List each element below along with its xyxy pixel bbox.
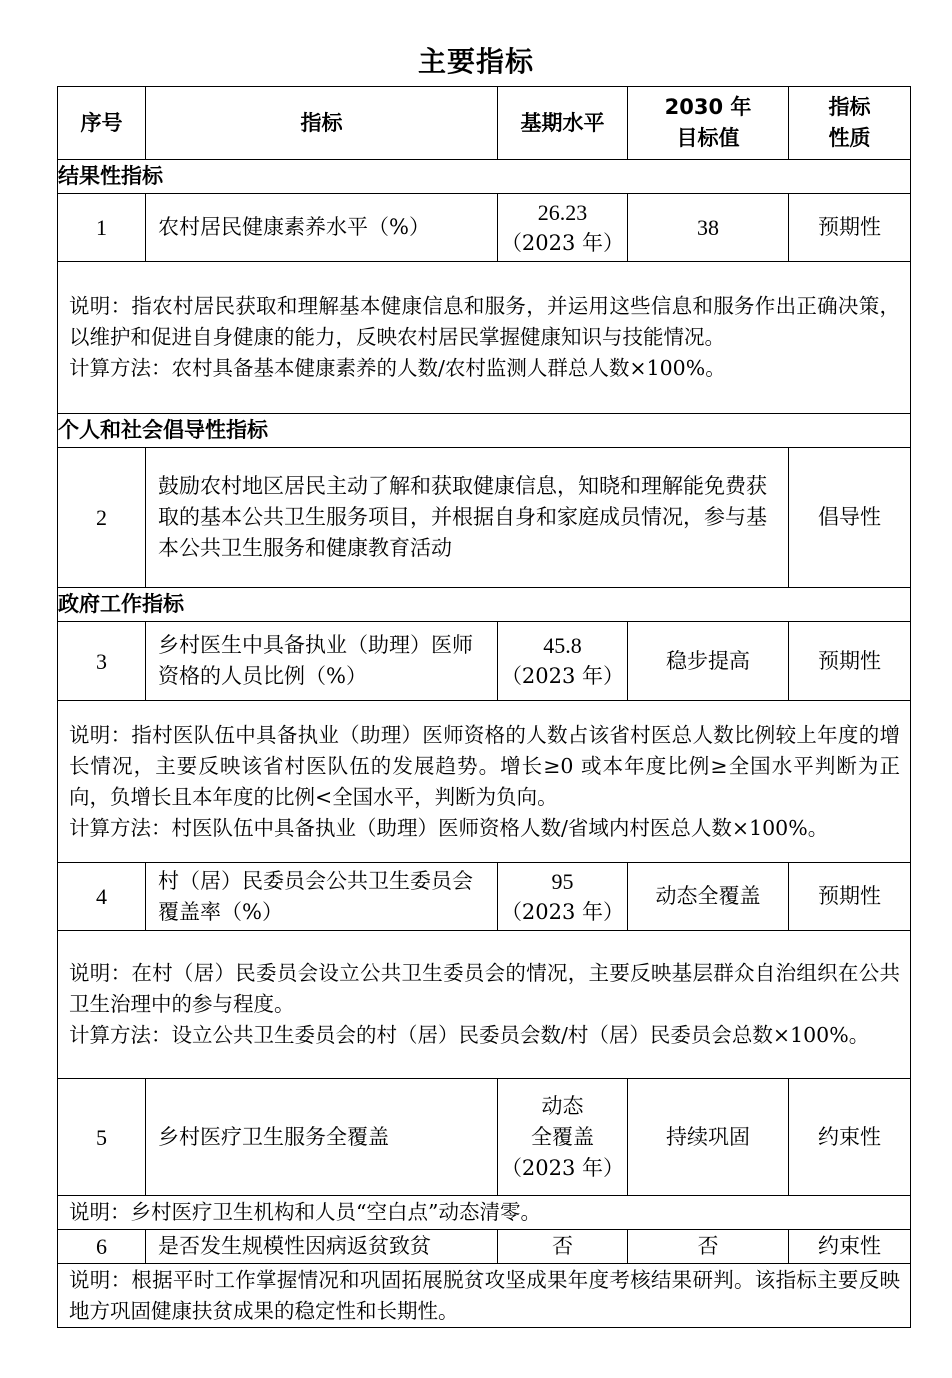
page-title: 主要指标: [417, 45, 534, 78]
note-method: 计算方法：村医队伍中具备执业（助理）医师资格人数/省域内村医总人数×100%。: [69, 815, 829, 840]
row-number: 4: [58, 863, 146, 931]
indicator-name: 乡村医疗卫生服务全覆盖: [146, 1079, 498, 1196]
header-nature-line2: 性质: [828, 126, 871, 150]
section-row: [58, 588, 911, 622]
table-header-row: [58, 87, 911, 160]
row-number: 6: [58, 1230, 146, 1264]
header-nature-line1: 指标: [828, 95, 871, 119]
indicator-name: 乡村医生中具备执业（助理）医师资格的人员比例（%）: [146, 622, 498, 701]
table-row: [58, 863, 911, 931]
indicator-nature: 倡导性: [789, 448, 911, 588]
baseline-year: （2023 年）: [500, 1155, 625, 1180]
indicator-nature: 约束性: [789, 1230, 911, 1264]
header-nature: [789, 87, 911, 160]
header-no: 序号: [58, 87, 146, 160]
indicator-name: 农村居民健康素养水平（%）: [146, 194, 498, 262]
target-value: 动态全覆盖: [628, 863, 789, 931]
baseline-year: （2023 年）: [500, 230, 625, 255]
table-row: [58, 1230, 911, 1264]
target-value: 持续巩固: [628, 1079, 789, 1196]
note-method: 计算方法：设立公共卫生委员会的村（居）民委员会数/村（居）民委员会总数×100%。: [69, 1023, 870, 1047]
indicator-note: 说明：根据平时工作掌握情况和巩固拓展脱贫攻坚成果年度考核结果研判。该指标主要反映地方巩固健康扶贫成果的稳定性和长期性。: [58, 1264, 911, 1328]
baseline-value: [498, 863, 628, 931]
baseline-value: [498, 622, 628, 701]
table-row: [58, 194, 911, 262]
table-row: [58, 448, 911, 588]
target-value: 稳步提高: [628, 622, 789, 701]
baseline-year: （2023 年）: [500, 899, 625, 924]
baseline-line1: 动态: [541, 1093, 584, 1118]
baseline-number: 95: [551, 868, 574, 894]
section-row: [58, 160, 911, 194]
indicator-note: 说明：乡村医疗卫生机构和人员“空白点”动态清零。: [58, 1196, 911, 1230]
indicator-note: [58, 701, 911, 863]
target-value: 38: [628, 194, 789, 262]
indicator-name: 鼓励农村地区居民主动了解和获取健康信息，知晓和理解能免费获取的基本公共卫生服务项目，并根据自身和家庭成员情况，参与基本公共卫生服务和健康教育活动: [146, 448, 789, 588]
header-target-line2: 目标值: [676, 126, 740, 150]
note-row: [58, 262, 911, 414]
note-row: [58, 701, 911, 863]
header-target-line1: 2030 年: [664, 95, 752, 119]
indicator-name: 村（居）民委员会公共卫生委员会覆盖率（%）: [146, 863, 498, 931]
row-number: 1: [58, 194, 146, 262]
note-row: [58, 1264, 911, 1328]
indicator-nature: 约束性: [789, 1079, 911, 1196]
baseline-line2: 全覆盖: [531, 1124, 594, 1149]
baseline-number: 45.8: [543, 633, 582, 658]
section-title-government: 政府工作指标: [58, 588, 911, 622]
note-row: [58, 1196, 911, 1230]
note-row: [58, 931, 911, 1079]
indicator-note: [58, 931, 911, 1079]
target-value: 否: [628, 1230, 789, 1264]
note-description: 说明：指农村居民获取和理解基本健康信息和服务，并运用这些信息和服务作出正确决策，以维护和促进自身健康的能力，反映农村居民掌握健康知识与技能情况。: [69, 294, 900, 349]
header-indicator: 指标: [146, 87, 498, 160]
row-number: 5: [58, 1079, 146, 1196]
table-row: [58, 1079, 911, 1196]
row-number: 2: [58, 448, 146, 588]
indicator-table: [57, 86, 911, 1328]
baseline-value: [498, 1079, 628, 1196]
baseline-year: （2023 年）: [500, 664, 625, 688]
baseline-value: 否: [498, 1230, 628, 1264]
table-row: [58, 622, 911, 701]
section-title-advocacy: 个人和社会倡导性指标: [58, 414, 911, 448]
section-title-results: 结果性指标: [58, 160, 911, 194]
note-method: 计算方法：农村具备基本健康素养的人数/农村监测人群总人数×100%。: [69, 356, 726, 380]
section-row: [58, 414, 911, 448]
indicator-nature: 预期性: [789, 622, 911, 701]
note-description: 说明：在村（居）民委员会设立公共卫生委员会的情况，主要反映基层群众自治组织在公共卫生治理中的参与程度。: [69, 961, 900, 1016]
indicator-name: 是否发生规模性因病返贫致贫: [146, 1230, 498, 1264]
row-number: 3: [58, 622, 146, 701]
indicator-note: [58, 262, 911, 414]
baseline-number: 26.23: [537, 199, 588, 225]
baseline-value: [498, 194, 628, 262]
indicator-nature: 预期性: [789, 863, 911, 931]
header-target: [628, 87, 789, 160]
header-baseline: 基期水平: [498, 87, 628, 160]
indicator-nature: 预期性: [789, 194, 911, 262]
note-description: 说明：指村医队伍中具备执业（助理）医师资格的人数占该省村医总人数比例较上年度的增长情况，主要反映该省村医队伍的发展趋势。增长≥0 或本年度比例≥全国水平判断为正向，负增长且本年度的比例<全国水平，判断为负向。: [69, 722, 900, 809]
